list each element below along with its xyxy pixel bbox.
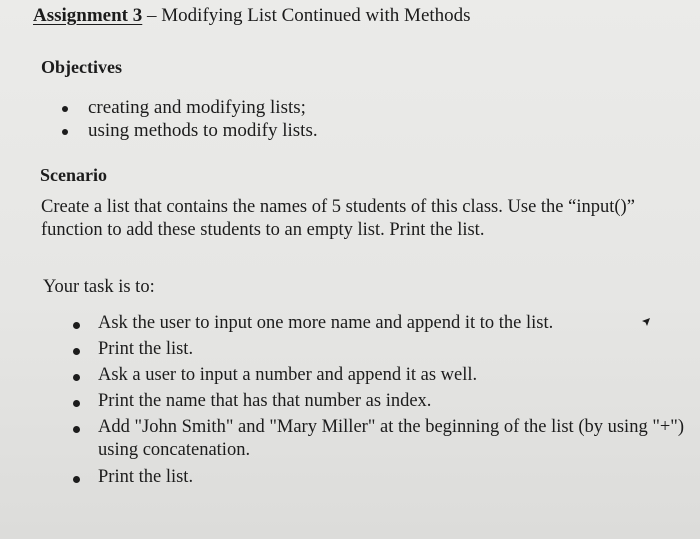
- list-item: Ask the user to input one more name and append it to the list.: [98, 312, 698, 335]
- bullet-icon: [73, 374, 80, 381]
- bullet-icon: [62, 106, 68, 112]
- task-list: [98, 312, 698, 489]
- bullet-icon: [73, 476, 80, 483]
- list-item: creating and modifying lists;: [88, 96, 318, 119]
- objectives-list: [88, 96, 318, 142]
- bullet-icon: [62, 129, 68, 135]
- list-item: Print the name that has that number as index.: [98, 390, 698, 413]
- list-item: Print the list.: [98, 466, 698, 489]
- objectives-heading: Objectives: [41, 57, 122, 77]
- assignment-number: Assignment 3: [33, 5, 143, 26]
- list-item: using methods to modify lists.: [88, 119, 318, 142]
- bullet-icon: [73, 348, 80, 355]
- list-item: Ask a user to input a number and append it as well.: [98, 364, 698, 387]
- task-intro: Your task is to:: [43, 277, 155, 297]
- scenario-heading: Scenario: [40, 165, 107, 185]
- assignment-title: [33, 5, 471, 27]
- list-item: Add "John Smith" and "Mary Miller" at the beginning of the list (by using "+") using concatenation.: [98, 416, 698, 462]
- bullet-icon: [73, 426, 80, 433]
- list-item: Print the list.: [98, 338, 698, 361]
- mouse-cursor-icon: [641, 317, 651, 327]
- bullet-icon: [73, 400, 80, 407]
- bullet-icon: [73, 322, 80, 329]
- scenario-text: Create a list that contains the names of 5 students of this class. Use the “input()” function to add these students to an empty list. Print the list.: [41, 197, 635, 240]
- assignment-subtitle: – Modifying List Continued with Methods: [142, 5, 471, 26]
